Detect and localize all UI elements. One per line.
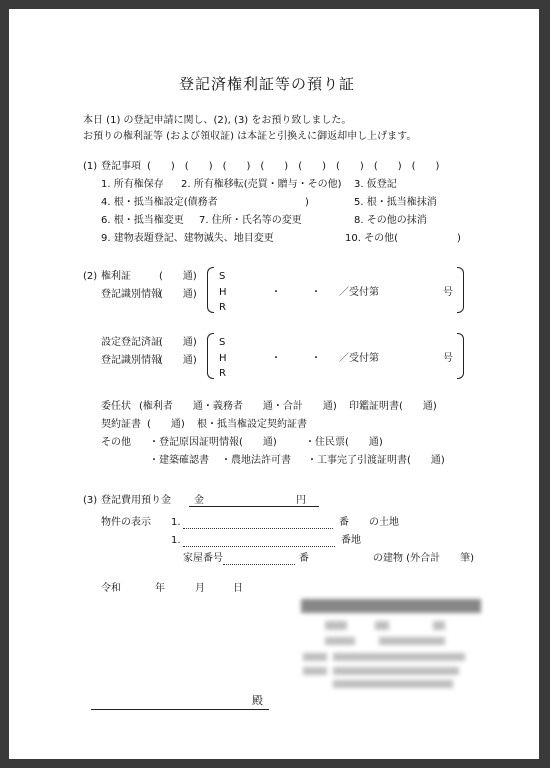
shikibetsu-label-2: 登記識別情報 [101, 355, 161, 366]
building-label: の建物 (外合計 筆) [373, 553, 474, 564]
reg-item-10: 10. その他( [345, 233, 398, 244]
kenrisho-count: ( 通) [159, 271, 197, 282]
section1-parens: ( ) ( ) ( ) ( ) ( ) ( ) ( ) ( ) [147, 161, 440, 172]
property-2-number: 1. [171, 535, 181, 546]
property-1-land: の土地 [369, 517, 399, 528]
document-title: 登記済権利証等の預り証 [179, 75, 356, 93]
property-2-banchi: 番地 [341, 535, 361, 546]
section3-heading: 登記費用預り金 [101, 495, 171, 506]
date-year: 年 [155, 583, 165, 594]
settei-count: ( 通) [159, 337, 197, 348]
property-1-ban: 番 [339, 517, 349, 528]
date-day: 日 [233, 583, 243, 594]
kouji-label: ・工事完了引渡証明書( 通) [307, 455, 445, 466]
reg-item-2: 2. 所有権移転(売買・贈与・その他) [181, 179, 342, 190]
date-dots: ・ ・ [271, 353, 321, 364]
sonota-label: その他 [101, 437, 131, 448]
code-letter-r: R [219, 302, 226, 313]
reg-item-4: 4. 根・抵当権設定(債務者 [101, 197, 218, 208]
reg-item-5: 5. 根・抵当権抹消 [354, 197, 437, 208]
kenchiku-label: ・建築確認書 [149, 455, 209, 466]
date-dots: ・ ・ [271, 287, 321, 298]
code-letter-h: H [219, 353, 227, 364]
shikibetsu-count-1: ( 通) [159, 289, 197, 300]
recipient-underline [91, 709, 269, 710]
reg-item-10-close: ) [457, 233, 461, 244]
reg-item-1: 1. 所有権保存 [101, 179, 164, 190]
code-letter-h: H [219, 287, 227, 298]
inin-label: 委任状 [101, 401, 131, 412]
yen-label: 円 [296, 495, 306, 506]
reg-item-9: 9. 建物表題登記、建物滅失、地目変更 [101, 233, 274, 244]
section1-label: (1) [83, 161, 98, 172]
section2-label: (2) [83, 271, 98, 282]
kaoku-label: 家屋番号 [183, 553, 223, 564]
code-letter-s: S [219, 271, 226, 282]
reg-item-8: 8. その他の抹消 [354, 215, 427, 226]
setei-label: 根・抵当権設定契約証書 [197, 419, 307, 430]
section1-heading: 登記事項 [101, 161, 141, 172]
receipt-label: ／受付第 [339, 287, 379, 298]
nochi-label: ・農地法許可書 [221, 455, 291, 466]
jumin-label: ・住民票( 通) [305, 437, 383, 448]
left-bracket [207, 333, 214, 379]
right-bracket [457, 333, 464, 379]
kaoku-ban: 番 [299, 553, 309, 564]
property-2-line [183, 546, 335, 547]
date-era: 令和 [101, 583, 121, 594]
property-label: 物件の表示 [101, 517, 151, 528]
code-letter-s: S [219, 337, 226, 348]
shikibetsu-count-2: ( 通) [159, 355, 197, 366]
genin-label: ・登記原因証明情報( 通) [149, 437, 277, 448]
intro-line-2: お預りの権利証等 (および領収証) は本証と引換えに御返却申し上げます。 [83, 131, 417, 142]
inin-detail: (権利者 通・義務者 通・合計 通) [139, 401, 337, 412]
reg-item-3: 3. 仮登記 [354, 179, 397, 190]
receipt-label: ／受付第 [339, 353, 379, 364]
kaoku-line [223, 564, 295, 565]
receipt-number-suffix: 号 [443, 287, 453, 298]
document-page [9, 9, 539, 759]
inkan-label: 印鑑証明書( 通) [349, 401, 437, 412]
reg-item-4-close: ) [305, 197, 309, 208]
section3-label: (3) [83, 495, 98, 506]
property-1-number: 1. [171, 517, 181, 528]
keiyaku-label: 契約証書 [101, 419, 141, 430]
keiyaku-count: ( 通) [147, 419, 185, 430]
reg-item-7: 7. 住所・氏名等の変更 [199, 215, 302, 226]
reg-item-6: 6. 根・抵当権変更 [101, 215, 184, 226]
kin-label: 金 [194, 495, 204, 506]
right-bracket [457, 267, 464, 313]
property-1-line [183, 528, 333, 529]
receipt-number-suffix: 号 [443, 353, 453, 364]
settei-label: 設定登記済証 [101, 337, 161, 348]
kenrisho-label: 権利証 [101, 271, 131, 282]
code-letter-r: R [219, 368, 226, 379]
shikibetsu-label-1: 登記識別情報 [101, 289, 161, 300]
recipient-suffix: 殿 [252, 694, 263, 707]
left-bracket [207, 267, 214, 313]
date-month: 月 [195, 583, 205, 594]
intro-line-1: 本日 (1) の登記申請に関し、(2), (3) をお預り致しました。 [83, 115, 352, 126]
